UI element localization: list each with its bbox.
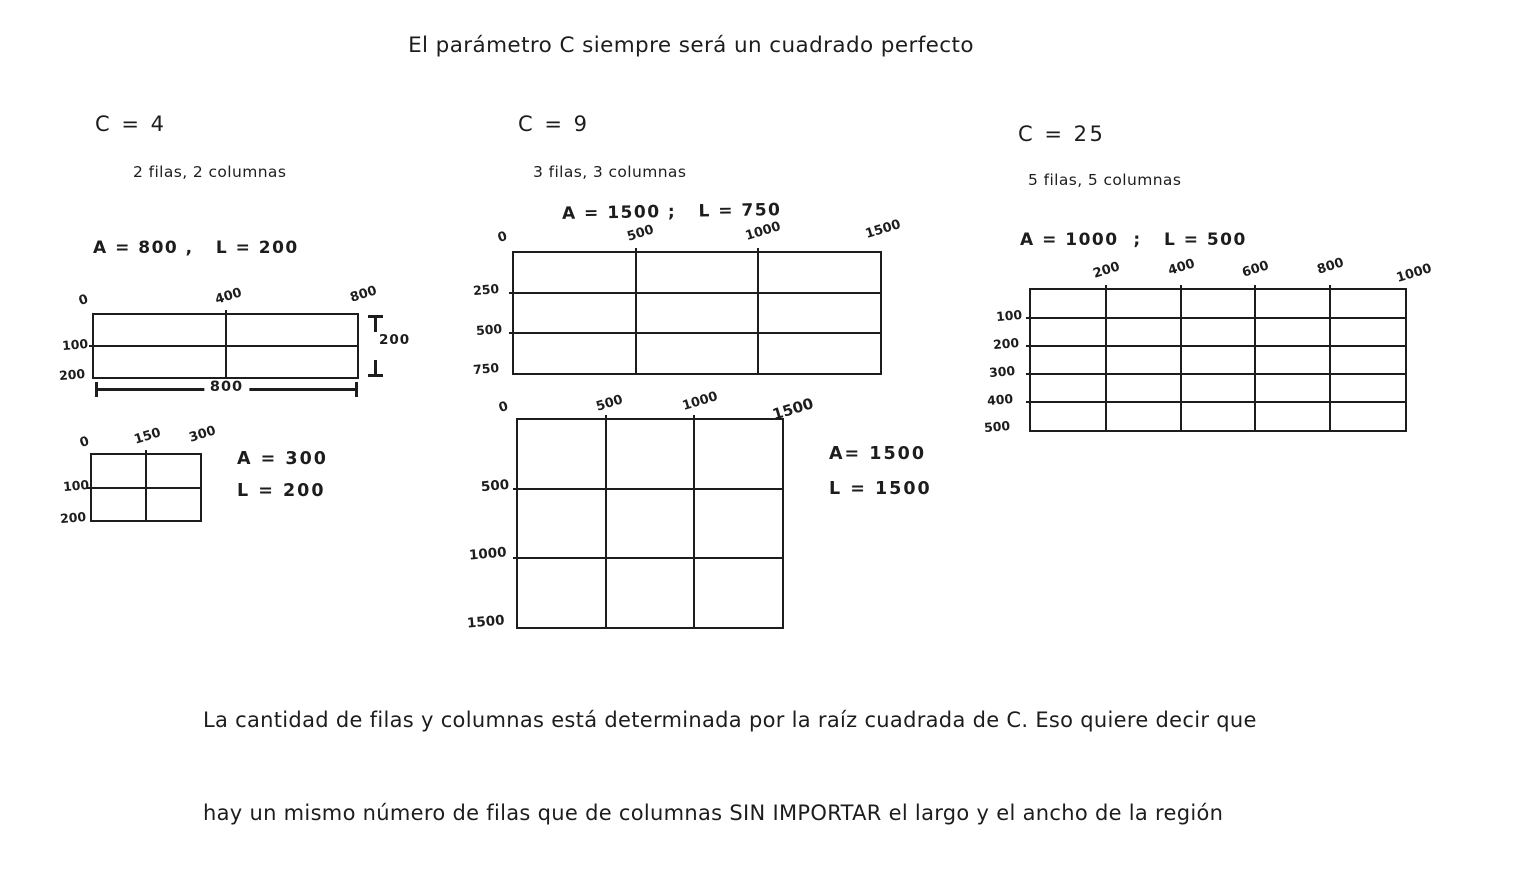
grid-c4-large	[58, 283, 411, 395]
y-tick-label: 100	[62, 476, 90, 494]
grid-line-horizontal	[1026, 345, 1406, 347]
grid-line-horizontal	[509, 292, 881, 294]
length-label: L = 1500	[829, 479, 932, 499]
grid-line-vertical	[635, 248, 637, 374]
y-tick-label: 100	[995, 306, 1023, 325]
y-tick-label: 500	[983, 417, 1011, 436]
grid-line-vertical	[693, 415, 695, 628]
y-tick-label: 300	[988, 362, 1016, 381]
grid-line-vertical	[1180, 285, 1182, 431]
y-tick-label: 1000	[468, 544, 508, 564]
footer-note	[203, 643, 1257, 891]
height-dimension-label: 200	[379, 332, 411, 348]
grid-line-horizontal	[87, 487, 201, 489]
section-c4-params: A = 800 , L = 200	[93, 238, 299, 258]
y-tick-label: 750	[472, 359, 500, 378]
section-c9-subheading: 3 filas, 3 columnas	[533, 163, 687, 181]
grid-line-vertical	[1105, 285, 1107, 431]
x-tick-label: 0	[77, 292, 91, 309]
section-c25-subheading: 5 filas, 5 columnas	[1028, 171, 1182, 189]
grid-line-vertical	[757, 248, 759, 374]
grid-c25	[983, 255, 1434, 436]
x-tick-label: 500	[625, 222, 656, 245]
x-tick-label: 150	[132, 425, 163, 448]
grid-line-vertical	[225, 310, 227, 378]
width-dimension-marker	[97, 379, 356, 395]
page-title: El parámetro C siempre será un cuadrado perfecto	[408, 33, 974, 58]
x-tick-label: 600	[1240, 258, 1272, 281]
y-tick-label: 500	[480, 476, 510, 496]
y-tick-label: 500	[475, 320, 503, 339]
section-c4-heading: C = 4	[95, 112, 167, 136]
section-c4-subheading: 2 filas, 2 columnas	[133, 163, 287, 181]
grid-line-vertical	[605, 415, 607, 628]
width-dimension-label: 800	[204, 379, 249, 395]
grid-c9-wide	[472, 217, 903, 378]
y-tick-label: 200	[992, 334, 1020, 353]
length-label: L = 200	[237, 481, 326, 501]
grid-line-vertical	[1254, 285, 1256, 431]
y-tick-label: 1500	[466, 612, 506, 632]
x-tick-label: 1000	[743, 219, 783, 244]
section-c9-params: A = 1500 ; L = 750	[561, 200, 782, 224]
footer-line-2: hay un mismo número de filas que de columnas SIN IMPORTAR el largo y el ancho de la región	[203, 801, 1224, 825]
x-tick-label: 300	[187, 423, 218, 446]
y-tick-label: 100	[61, 335, 89, 354]
y-tick-label: 250	[472, 280, 500, 299]
x-tick-label: 1500	[770, 394, 816, 424]
x-tick-label: 0	[78, 434, 92, 451]
grid-line-horizontal	[1026, 317, 1406, 319]
grid-c9-square	[466, 389, 932, 632]
grid-line-vertical	[145, 450, 147, 521]
y-tick-label: 400	[986, 390, 1014, 409]
x-tick-label: 1000	[680, 389, 720, 414]
area-label: A = 300	[237, 449, 328, 469]
grid-line-horizontal	[513, 557, 783, 559]
x-tick-label: 1000	[1394, 261, 1434, 286]
section-c25-heading: C = 25	[1018, 122, 1106, 146]
footer-line-1: La cantidad de filas y columnas está determinada por la raíz cuadrada de C. Eso quiere decir que	[203, 708, 1257, 732]
area-label: A= 1500	[829, 444, 927, 464]
y-tick-label: 200	[59, 508, 87, 527]
grid-line-horizontal	[509, 332, 881, 334]
x-tick-label: 800	[348, 283, 379, 306]
grid-line-horizontal	[1026, 401, 1406, 403]
x-tick-label: 200	[1091, 259, 1122, 282]
section-c9-heading: C = 9	[518, 112, 590, 136]
x-tick-label: 400	[1165, 256, 1197, 279]
section-c25-params: A = 1000 ; L = 500	[1020, 230, 1247, 250]
grid-c4-small	[59, 423, 328, 527]
x-tick-label: 0	[497, 399, 511, 416]
y-tick-label: 200	[58, 365, 86, 384]
x-tick-label: 1500	[863, 217, 903, 242]
grid-line-horizontal	[513, 488, 783, 490]
grid-line-horizontal	[1026, 373, 1406, 375]
x-tick-label: 500	[594, 392, 625, 415]
grid-line-horizontal	[89, 345, 358, 347]
x-tick-label: 0	[496, 229, 510, 246]
grid-line-vertical	[1329, 285, 1331, 431]
x-tick-label: 400	[212, 285, 244, 308]
x-tick-label: 800	[1315, 255, 1346, 278]
